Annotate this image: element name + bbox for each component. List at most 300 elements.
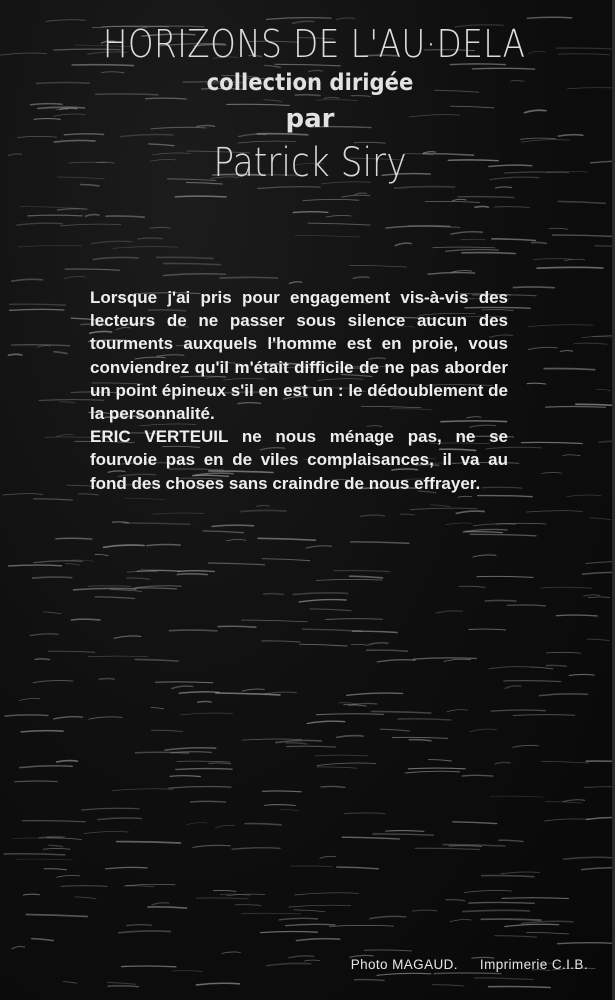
ripple-streak [564,800,585,802]
ripple-streak [157,257,214,258]
ripple-streak [324,97,339,98]
ripple-streak [567,495,601,497]
ripple-streak [163,274,225,276]
ripple-streak [35,659,50,660]
ripple-streak [350,265,407,267]
ripple-streak [61,886,107,887]
ripple-streak [490,796,543,797]
ripple-streak [54,717,83,719]
ripple-streak [265,692,296,694]
ripple-streak [8,354,22,355]
ripple-streak [12,345,70,346]
ripple-streak [135,659,178,661]
ripple-streak [124,886,154,887]
ripple-streak [392,737,448,738]
ripple-streak [36,82,89,83]
ripple-streak [203,531,244,533]
ripple-streak [136,752,189,753]
printer-credit: Imprimerie C.I.B. [479,957,588,972]
ripple-streak [9,154,22,156]
ripple-streak [558,54,609,55]
ripple-streak [242,620,308,622]
ripple-streak [16,859,72,860]
ripple-streak [337,867,379,869]
ripple-streak [505,686,520,688]
ripple-streak [541,587,592,588]
ripple-streak [58,209,88,210]
ripple-streak [373,834,433,835]
ripple-streak [95,597,134,599]
ripple-streak [1,53,47,55]
ripple-streak [321,786,345,787]
ripple-streak [293,212,328,213]
ripple-streak [446,523,473,525]
series-editor-name: Patrick Siry [213,140,407,186]
ripple-streak [560,351,572,352]
ripple-streak [340,703,356,704]
ripple-streak [473,555,496,557]
ripple-streak [287,746,336,747]
ripple-streak [355,193,367,195]
ripple-streak [46,20,85,22]
ripple-streak [242,689,264,691]
ripple-streak [526,511,582,512]
ripple-streak [293,593,348,595]
ripple-streak [412,910,437,911]
ripple-streak [564,857,614,859]
ripple-streak [320,856,336,858]
ripple-streak [556,48,615,49]
ripple-streak [106,216,144,217]
ripple-streak [400,514,414,515]
ripple-streak [82,808,140,810]
ripple-streak [181,713,233,715]
ripple-streak [127,925,152,926]
ripple-streak [75,897,96,899]
ripple-streak [279,918,317,919]
ripple-streak [262,559,310,561]
ripple-streak [262,791,301,792]
ripple-streak [446,250,499,252]
ripple-streak [178,571,214,572]
ripple-streak [63,982,76,984]
ripple-streak [549,228,567,229]
blurb-paragraph-2: ERIC VERTEUIL ne nous ménage pas, ne se fourvoie pas en de viles complaisances, il va au fond des choses sans craindre de nous effrayer. [90,427,508,493]
collection-label: collection dirigée [206,70,414,96]
ripple-streak [347,693,403,695]
ripple-streak [334,571,390,572]
ripple-streak [99,678,114,679]
ripple-streak [164,263,220,264]
ripple-streak [436,611,462,613]
ripple-streak [169,630,217,631]
ripple-streak [152,903,169,905]
ripple-streak [208,563,264,565]
ripple-streak [262,641,300,642]
ripple-streak [587,817,615,819]
ripple-streak [198,701,212,702]
ripple-streak [316,579,382,580]
ripple-streak [451,232,482,234]
ripple-streak [380,729,409,731]
ripple-streak [547,665,567,666]
ripple-streak [267,963,311,965]
ripple-streak [470,729,497,731]
ripple-streak [213,890,236,891]
ripple-streak [152,730,183,731]
ripple-streak [599,441,615,442]
ripple-streak [61,224,121,226]
ripple-streak [532,242,547,243]
ripple-streak [110,590,141,592]
credits-footer [351,957,588,972]
ripple-streak [317,763,376,765]
ripple-streak [364,950,412,951]
ripple-streak [44,848,70,849]
ripple-streak [89,717,122,719]
ripple-streak [489,165,532,166]
series-title: HORIZONS DE L'AU·DELA [102,22,526,66]
ripple-streak [22,821,85,822]
ripple-streak [54,114,85,116]
ripple-streak [209,763,231,764]
ripple-streak [57,761,78,762]
ripple-streak [84,832,129,834]
ripple-streak [462,253,516,254]
ripple-streak [289,905,351,907]
ripple-streak [489,986,551,987]
ripple-streak [316,100,357,101]
ripple-streak [367,650,408,651]
ripple-streak [351,542,409,543]
ripple-streak [30,634,58,636]
ripple-streak [307,721,344,723]
back-cover-blurb [90,286,508,495]
ripple-streak [303,629,362,631]
ripple-streak [8,565,61,566]
ripple-streak [342,837,399,839]
ripple-streak [186,823,206,825]
ripple-streak [14,781,57,782]
ripple-streak [428,273,475,275]
ripple-streak [303,200,359,201]
by-label: par [285,104,335,134]
ripple-streak [447,710,467,712]
ripple-streak [369,643,388,645]
ripple-streak [125,498,165,500]
ripple-streak [280,810,299,811]
photo-credit: Photo MAGAUD. [350,957,458,972]
ripple-streak [337,736,363,738]
ripple-streak [528,325,593,327]
ripple-streak [245,824,281,825]
ripple-streak [522,921,573,923]
ripple-streak [222,952,240,953]
ripple-streak [86,215,100,217]
ripple-streak [119,931,171,933]
ripple-streak [534,259,572,260]
ripple-streak [505,924,559,926]
ripple-streak [499,840,523,841]
ripple-streak [545,802,582,804]
ripple-streak [136,586,181,588]
ripple-streak [504,172,569,173]
ripple-streak [265,100,282,102]
ripple-streak [60,402,75,403]
ripple-streak [257,505,269,506]
ripple-streak [310,609,351,611]
ripple-streak [463,775,493,776]
ripple-streak [12,279,43,281]
ripple-streak [177,761,230,762]
ripple-streak [429,760,452,761]
ripple-streak [148,907,187,908]
ripple-streak [372,712,431,714]
ripple-streak [522,442,583,443]
ripple-streak [495,762,510,763]
ripple-streak [452,271,472,273]
ripple-streak [56,435,73,437]
ripple-streak [491,710,545,711]
ripple-streak [344,813,385,814]
ripple-streak [156,682,213,683]
ripple-streak [472,68,534,69]
ripple-streak [112,789,173,791]
ripple-streak [502,898,569,899]
ripple-streak [546,406,606,407]
ripple-streak [31,104,62,105]
ripple-streak [296,939,339,941]
ripple-streak [527,383,546,384]
ripple-streak [456,511,484,513]
ripple-streak [410,508,477,509]
ripple-streak [104,545,145,547]
ripple-streak [261,932,318,933]
ripple-streak [458,197,514,198]
ripple-streak [239,134,267,136]
ripple-streak [127,578,150,579]
ripple-streak [596,389,610,390]
ripple-streak [44,869,67,870]
ripple-streak [150,227,170,228]
ripple-streak [337,18,355,20]
ripple-streak [575,343,608,344]
ripple-streak [34,561,83,563]
ripple-streak [361,515,385,516]
ripple-streak [475,978,533,980]
ripple-streak [295,235,360,237]
ripple-streak [409,740,431,741]
ripple-streak [28,215,82,216]
ripple-streak [38,107,85,108]
ripple-streak [170,776,200,777]
ripple-streak [10,304,66,305]
ripple-streak [584,595,600,596]
ripple-streak [595,246,615,248]
ripple-streak [258,187,321,189]
ripple-streak [232,848,280,849]
ripple-streak [93,257,138,259]
ripple-streak [587,639,609,640]
ripple-streak [98,818,142,820]
ripple-streak [33,681,73,683]
ripple-streak [65,277,86,279]
ripple-streak [490,177,539,179]
ripple-streak [431,505,450,507]
ripple-streak [32,939,54,941]
ripple-streak [92,241,132,243]
ripple-streak [444,659,471,661]
ripple-streak [326,619,383,620]
ripple-streak [33,499,72,500]
ripple-streak [299,600,346,602]
ripple-streak [12,946,24,948]
ripple-streak [81,184,100,185]
ripple-streak [482,876,534,877]
ripple-streak [425,201,480,202]
ripple-streak [4,854,65,855]
ripple-streak [350,576,383,578]
ripple-streak [395,187,455,189]
ripple-streak [179,692,219,693]
ripple-streak [527,17,571,18]
ripple-streak [60,108,77,109]
ripple-streak [593,337,615,339]
ripple-streak [295,893,359,895]
ripple-streak [494,207,529,208]
ripple-streak [48,651,94,652]
ripple-streak [300,644,347,646]
ripple-streak [212,525,253,526]
ripple-streak [459,586,485,587]
ripple-streak [193,845,230,847]
ripple-streak [71,619,100,620]
ripple-streak [413,658,476,659]
ripple-streak [34,119,60,120]
ripple-streak [226,540,245,541]
ripple-streak [289,282,302,284]
ripple-streak [317,767,357,768]
ripple-streak [463,532,502,533]
ripple-streak [344,705,366,707]
ripple-streak [218,626,256,627]
ripple-streak [177,574,207,575]
ripple-streak [453,199,466,200]
ripple-streak [242,739,302,740]
ripple-streak [308,223,370,225]
ripple-streak [21,731,63,732]
ripple-streak [121,135,173,137]
ripple-streak [54,140,95,142]
ripple-streak [127,571,157,572]
ripple-streak [558,135,583,136]
ripple-streak [590,518,611,520]
ripple-streak [507,605,545,606]
ripple-streak [106,867,148,868]
ripple-streak [3,494,43,495]
ripple-streak [33,577,72,578]
ripple-streak [395,243,411,245]
ripple-streak [461,239,486,240]
ripple-streak [496,523,546,524]
ripple-streak [558,943,615,944]
ripple-streak [286,743,307,744]
ripple-streak [540,694,588,696]
ripple-streak [415,848,479,849]
ripple-streak [124,523,190,524]
ripple-streak [342,195,370,197]
ripple-streak [496,187,512,188]
ripple-streak [586,761,615,762]
ripple-streak [10,309,65,310]
ripple-streak [197,898,249,899]
ripple-streak [521,138,556,139]
ripple-streak [17,136,56,137]
ripple-streak [481,919,541,920]
ripple-streak [20,766,73,768]
ripple-streak [525,110,546,112]
ripple-streak [58,177,105,179]
ripple-streak [513,715,575,716]
ripple-streak [355,979,384,980]
ripple-streak [511,81,525,82]
ripple-streak [315,755,367,756]
ripple-streak [446,900,464,901]
ripple-streak [220,277,278,278]
ripple-streak [216,825,235,827]
ripple-streak [13,838,62,839]
ripple-streak [485,600,516,601]
ripple-streak [528,347,557,349]
ripple-streak [113,247,178,249]
ripple-streak [405,771,459,773]
ripple-streak [241,510,286,511]
ripple-streak [18,245,81,247]
ripple-streak [65,269,120,270]
ripple-streak [513,745,539,747]
ripple-streak [386,831,424,832]
ripple-streak [17,223,63,225]
ripple-streak [169,787,231,789]
ripple-streak [545,819,589,821]
ripple-streak [489,667,531,669]
ripple-streak [477,576,533,577]
ripple-streak [276,740,322,742]
ripple-streak [532,667,553,669]
ripple-streak [542,761,589,763]
ripple-streak [478,496,532,497]
ripple-streak [175,196,226,197]
ripple-streak [556,615,597,616]
ripple-streak [353,277,369,278]
ripple-streak [474,524,516,526]
ripple-streak [558,201,605,203]
ripple-streak [26,915,87,917]
ripple-streak [582,572,615,574]
ripple-streak [122,966,176,967]
ripple-streak [172,686,193,688]
ripple-streak [542,472,562,473]
ripple-streak [408,768,465,769]
ripple-streak [241,913,300,914]
ripple-streak [330,925,394,926]
ripple-streak [568,88,615,89]
ripple-streak [173,971,202,972]
ripple-streak [20,698,40,700]
ripple-streak [117,842,181,843]
ripple-streak [326,215,351,217]
ripple-streak [258,538,315,540]
